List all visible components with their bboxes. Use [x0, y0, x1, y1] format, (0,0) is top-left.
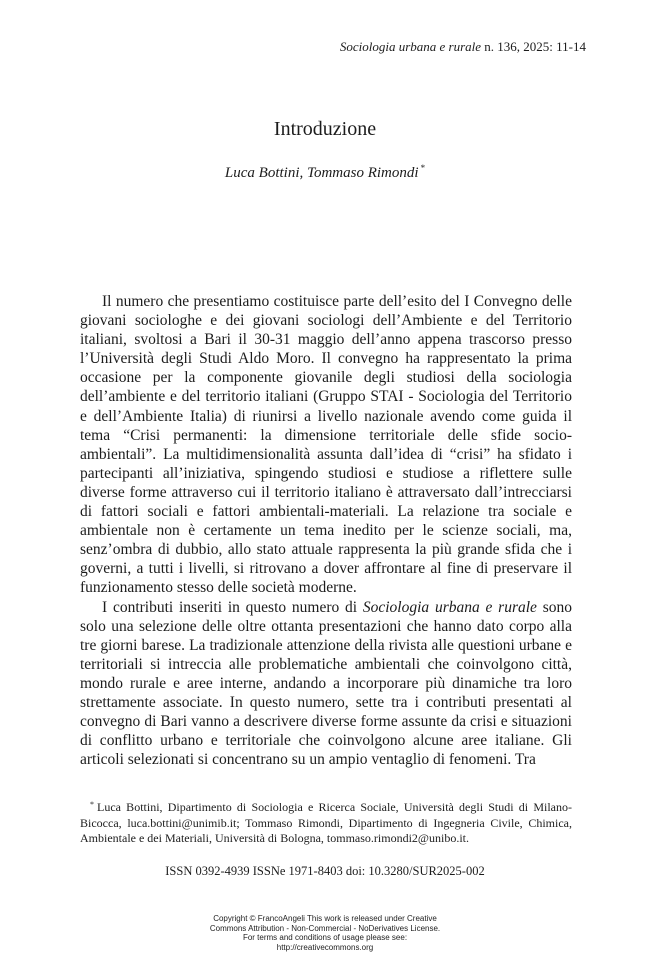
- footnote: [80, 797, 572, 847]
- copyright-notice: [0, 914, 650, 952]
- paragraph-2-start: I contributi inseriti in questo numero di: [102, 598, 363, 616]
- paragraph-2-journal-title: Sociologia urbana e rurale: [362, 598, 537, 616]
- author-line: [0, 163, 650, 182]
- footnote-marker: *: [90, 800, 94, 809]
- paragraph-1: Il numero che presentiamo costituisce parte dell’esito del I Convegno delle giovani sociologhe e dei giovani sociologi dell’Ambiente e del Territorio italiani, svoltosi a Bari il 30-31 maggio dell’anno appena trascorso presso l’Università degli Studi Aldo Moro. Il convegno ha rappresentato la prima occasione per la componente giovanile degli studiosi della sociologia dell’ambiente e del territorio italiani (Gruppo STAI - Sociologia del Territorio e dell’Ambiente Italia) di riunirsi a livello nazionale avendo come guida il tema “Crisi permanenti: la dimensione territoriale delle sfide socio-ambientali”. La multidimensionalità assunta dall’idea di “crisi” ha sfidato i partecipanti all’iniziativa, spingendo studiosi e studiose a riflettere sulle diverse forme attraverso cui il territorio italiano è attraversato dall’intrecciarsi di fattori sociali e fattori ambientali-materiali. La relazione tra sociale e ambientale non è certamente un tema inedito per le scienze sociali, ma, senz’ombra di dubbio, allo stato attuale rappresenta la più grande sfida che i governi, a tutti i livelli, si ritrovano a dover affrontare al fine di preservare il funzionamento stesso delle società moderne.: [80, 293, 572, 597]
- footnote-text: Luca Bottini, Dipartimento di Sociologia e Ricerca Sociale, Università degli Studi di Milano-Bicocca, luca.bottini@unimib.it; Tommaso Rimondi, Dipartimento di Ingegneria Civile, Chimica, Ambientale e dei Materiali, Università di Bologna, tommaso.rimondi2@unibo.it.: [80, 800, 572, 845]
- issue-info: n. 136, 2025: 11-14: [484, 39, 586, 54]
- copyright-line-3: For terms and conditions of usage please see:: [242, 933, 408, 943]
- copyright-line-2: Commons Attribution - Non-Commercial - NoDerivatives License.: [209, 923, 441, 933]
- author-names: Luca Bottini, Tommaso Rimondi: [224, 165, 419, 181]
- copyright-link[interactable]: http://creativecommons.org: [276, 942, 374, 952]
- issn-doi-line: ISSN 0392-4939 ISSNe 1971-8403 doi: 10.3280/SUR2025-002: [165, 864, 485, 878]
- journal-name: Sociologia urbana e rurale: [339, 39, 482, 54]
- footnote-body: [80, 797, 572, 847]
- author-footnote-marker: *: [420, 163, 426, 173]
- article-body: [80, 292, 572, 769]
- paragraph-2-rest: sono solo una selezione delle oltre ottanta presentazioni che hanno dato corpo alla tre giorni barese. La tradizionale attenzione della rivista alle questioni urbane e territoriali si intreccia alle problematiche ambientali che coinvolgono città, mondo rurale e aree interne, andando a incorporare più dinamiche tra loro strettamente associate. In questo numero, sette tra i contributi presentati al convegno di Bari vanno a descrivere diverse forme assunte da crisi e situazioni di conflitto urbano e territoriale che coinvolgono alcune aree italiane. Gli articoli selezionati si concentrano su un ampio ventaglio di fenomeni. Tra: [80, 598, 572, 769]
- paragraph-2: [80, 598, 572, 770]
- running-header: [340, 39, 586, 55]
- article-title: Introduzione: [273, 118, 377, 140]
- copyright-line-1: Copyright © FrancoAngeli This work is released under Creative: [213, 914, 437, 923]
